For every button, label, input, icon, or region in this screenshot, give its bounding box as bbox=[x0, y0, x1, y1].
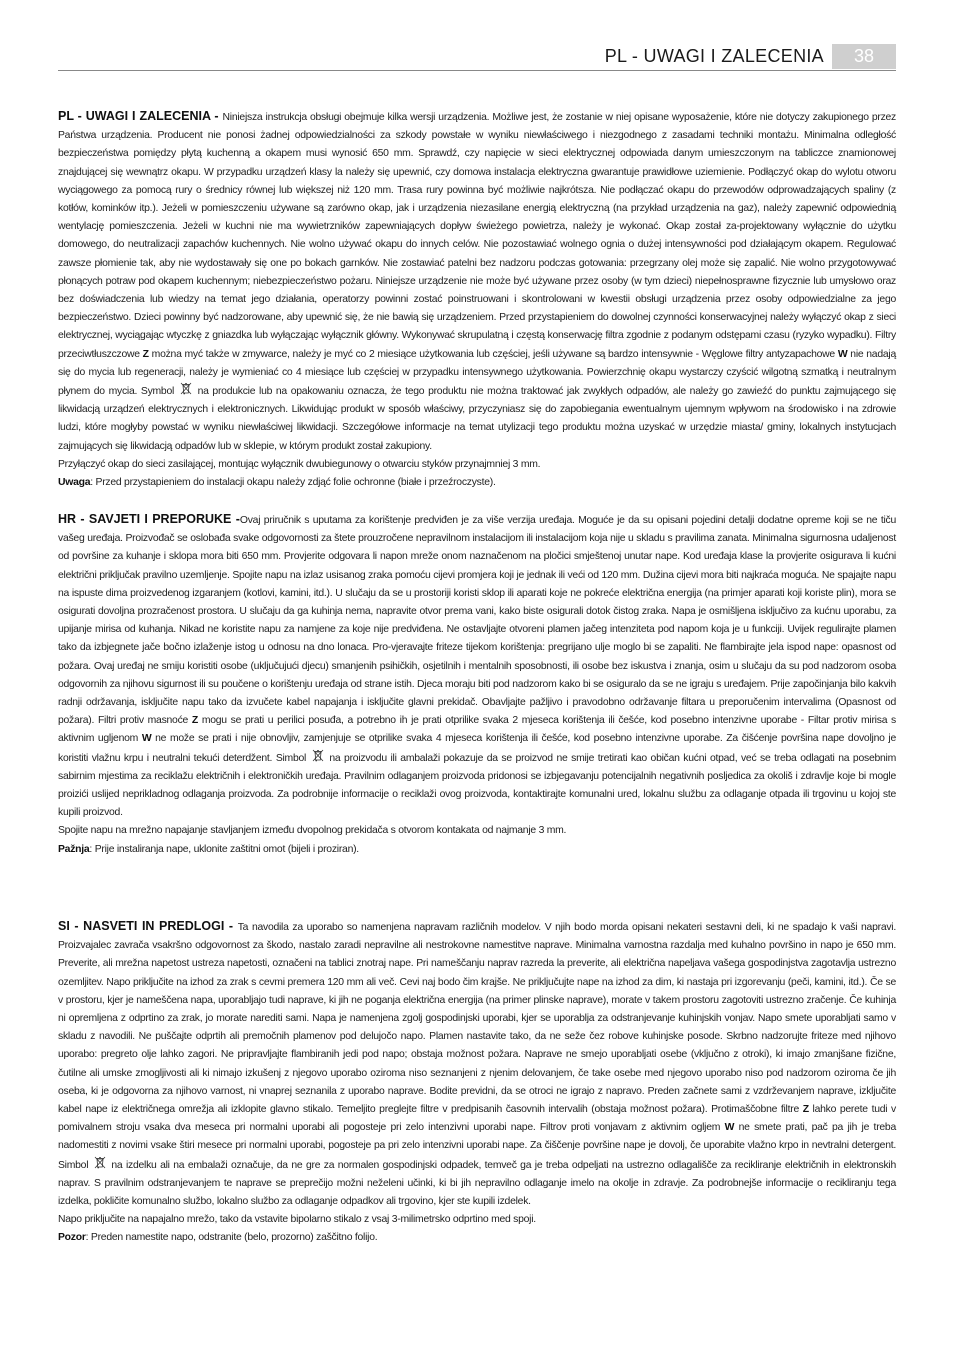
section-si-paragraph bbox=[58, 917, 896, 1211]
section-hr-heading: HR - SAVJETI I PREPORUKE - bbox=[58, 512, 240, 526]
crossed-out-wheelie-bin-icon bbox=[180, 382, 192, 395]
section-si-connection: Napo priključite na napajalno mrežo, tako da vstavite bipolarno stikalo z vsaj 3-milimetrsko odprtino med spoji. bbox=[58, 1214, 536, 1226]
section-hr-note-text: : Prije instaliranja nape, uklonite zaštitni omot (bijeli i proziran). bbox=[89, 843, 359, 855]
section-hr-connection: Spojite napu na mrežno napajanje stavljanjem između dvopolnog prekidača s otvorom kontakata od najmanje 3 mm. bbox=[58, 825, 567, 837]
section-pl bbox=[58, 107, 896, 492]
section-pl-note-label: Uwaga bbox=[58, 477, 91, 489]
section-pl-note bbox=[58, 474, 896, 492]
section-si-body-b: lahko perete tudi v pomivalnem stroju vsaka dva meseca pri normalni uporabi ali pogosteje pri zelo intenzivni uporabi nape. Filtrov proti vonjavam z aktivnim ogljem bbox=[58, 1104, 896, 1134]
filter-w-label: W bbox=[141, 733, 152, 745]
section-hr-body-c: ne može se prati i nije obnovljiv, zamjenjuje se otprilike svaka 4 mjeseca korištenja ili češće, kod posebno intenzivne uporabe. Za čišćenje površina nape dovoljno je koristiti vlažnu krpu i neutralni tekući deterdžent. Simbol bbox=[58, 733, 896, 764]
section-hr-body-a: Ovaj priručnik s uputama za korištenje predviđen je za više verzija uređaja. Moguće je da su opisani pojedini detalji dodatne opreme koji se ne tiču vašeg uređaja. Proizvođač se oslobađa svake odgovornosti za štete prouzročene nepravilnom instalacijom ili instalacijom koja nije u skladu s pravilima zanata. Minimalna sigurnosna udaljenost od površine za kuhanje i sklopa mora biti 650 mm. Provjerite odgovara li napon mreže onom naznačenom na pločici smještenoj unutar nape. Kod uređaja klase la provjerite osigurava li kućni električni priključak pravilno uzemljenje. Spojite napu na izlaz usisanog zraka pomoću cijevi promjera koji je jednak ili veći od 120 mm. Dužina cijevi mora biti najkraća moguća. Ne spajajte napu na ispuste dima proizvedenog izgaranjem (kotlovi, kamini, itd.). U slučaju da se u prostoriji koristi sklop ili aparati koje ne pokreće električna energija (na primjer aparati koji koriste plin), mora se osigurati dovoljna prozračenost prostora. U slučaju da ga kuhinja nema, napravite otvor prema vani, kako biste osigurali dotok čistog zraka. Napa je osmišljena isključivo za kućnu uporabu, za upijanje mirisa od kuhanja. Nikad ne koristite napu za namjene za koje nije predviđena. Ne ostavljajte otvoreni plamen jačeg intenziteta pod napom koja je u funkciji. Uvijek regulirajte plamen tako da izbjegnete jače bočno izlaženje istog u odnosu na dno lonaca. Pro-vjeravajte friteze tijekom korištenja: pregrijano ulje moglo bi se zapaliti. Ne flambirajte jela ispod nape: opasnost od požara. Ovaj uređaj ne smiju koristiti osobe (uključujući djecu) smanjenih psihičkih, osjetilnih i mentalnih sposobnosti, ili osobe bez iskustva i znanja, osim u slučaju da su pod nadzorom osoba odgovornih za njihovu sigurnost ili su poučene o korištenju uređaja od strane istih. Djeca moraju biti pod nadzorom kako bi se osiguralo da se ne igraju s uređajem. Prije započinjanja bilo kakvih radnji održavanja, isključite napu tako da izvučete kabel napajanja i isključite glavni prekidač. Obavljajte pažljivo i pravodobno održavanje filtara u preporučenim intervalima (Opasnost od požara). Filtri protiv masnoće bbox=[58, 515, 896, 727]
section-pl-body-b: można myć także w zmywarce, należy je myć co 2 miesiące użytkowania lub częściej, jeśli używane są bardzo intensywnie - Węglowe filtry antyzapachowe bbox=[148, 348, 838, 360]
section-pl-body-d: na produkcie lub na opakowaniu oznacza, że tego produktu nie można traktować jak zwykłych odpadów, ale należy go zawieźć do punktu zajmującego się likwidacją urządzeń elektrycznych i elektronicznych. Likwidując produkt w sposób właściwy, przyczyniasz się do zapobiegania ewentualnym ujemnym wpływom na środowisko i na zdrowie ludzi, które mogłyby powstać w wyniku niewłaściwej likwidacji. Szczegółowe informacje na temat utylizacji tego produktu można uzyskać w urzędzie miasta/ gminy, lokalnych instytucjach zajmujących się likwidacją odpadów lub w sklepie, w którym produkt został zakupiony. bbox=[58, 386, 896, 452]
section-hr-note bbox=[58, 841, 896, 859]
filter-w-label: W bbox=[724, 1122, 735, 1134]
section-hr-body-d: na proizvodu ili ambalaži pokazuje da se proizvod ne smije tretirati kao običan kućni otpad, već se treba odlagati na posebnim sabirnim mjestima za reciklažu električnih i elektroničkih uređaja. Pravilnim odlaganjem proizvoda pridonosi se izbjegavanju potencijalnih negativnih posljedica za okoliš i zdravlje koje bi mogle proizići uslijed neprikladnog odlaganja proizvoda. Za podrobnije informacije o reciklaži ovog proizvoda, kontaktirajte komunalni ured, lokalnu službu za odlaganje otpada ili trgovinu u kojoj ste kupili proizvod. bbox=[58, 752, 896, 819]
section-hr-note-label: Pažnja bbox=[58, 843, 90, 855]
section-si-heading: SI - NASVETI IN PREDLOGI - bbox=[58, 919, 238, 933]
page-header bbox=[0, 44, 954, 70]
section-hr-paragraph bbox=[58, 510, 896, 822]
section-pl-note-text: : Przed przystapieniem do instalacji okapu należy zdjąć folie ochronne (białe i przeźroczyste). bbox=[90, 477, 496, 489]
section-hr-body-b: mogu se prati u perilici posuđa, a potrebno ih je prati otprilike svaka 2 mjeseca korištenja ili češće, kod posebno intenzivne uporabe - Filtar protiv mirisa s aktivnim ugljenom bbox=[58, 715, 896, 745]
section-si bbox=[58, 917, 896, 1248]
filter-z-label: Z bbox=[142, 348, 149, 360]
crossed-out-wheelie-bin-icon bbox=[312, 749, 324, 762]
section-pl-connection: Przyłączyć okap do sieci zasilającej, montując wyłącznik dwubiegunowy o otwarciu styków przynajmniej 3 mm. bbox=[58, 458, 541, 470]
section-si-body-a: Ta navodila za uporabo so namenjena napravam različnih modelov. V njih bodo morda opisani nekateri sestavni deli, ki ne spadajo k vaši napravi. Proizvajalec zavrača vsakršno odgovornost za škodo, nastalo zaradi nepravilne ali nestrokovne namestitve naprave. Minimalna varnostna razdalja med kuhalno površino in napo je 650 mm. Preverite, ali mrežna napetost ustreza napetosti, označeni na tablici znotraj nape. Pri nameščanju naprav razreda la preverite, ali električna napeljava vašega gospodinjstva zagotavlja ustrezno ozemljitev. Napo priključite na izhod za zrak s cevmi premera 120 mm ali več. Cevi naj bodo čim krajše. Ne priključujte nape na izhod za dim, ki nastaja pri izgorevanju (peči, kamini, itd.). Če se v prostoru, kjer je nameščena napa, uporabljajo tudi naprave, ki jih ne poganja električna energija (na primer plinske naprave), morate v takem prostoru zagotoviti ustrezno zračenje. Če kuhinja ni opremljena z odprtino za zrak, jo morate narediti sami. Napa je namenjena zgolj gospodinjski uporabi, kjer se uporablja za odstranjevanje kuhinjskih vonjav. Napo smete uporabljati samo v skladu z navodili. Ne puščajte odprtih ali premočnih plamenov pod delujočo napo. Plamen nastavite tako, da ne seže čez robove kuhinjske posode. Skrbno nadzorujte friteze med njihovo uporabo: pregreto olje lahko zagori. Ne pripravljajte flambiranih jedi pod napo; obstaja možnost požara. Naprave ne smejo uporabljati osebe (vključno z otroki), ki imajo zmanjšane fizične, čutilne ali umske zmogljivosti ali ki nimajo izkušenj z njegovo uporabo oziroma niso seznanjeni z njenim delovanjem, če take osebe med njegovo uporabo niso pod nadzorom oziroma če jih oseba, ki je odgovorna za njihovo varnost, ni vnaprej seznanila z uporabo naprave. Bodite previdni, da se otroci ne igrajo z napravo. Preden začnete sami z vzdrževanjem naprave, izključite kabel nape iz električnega omrežja ali izklopite glavno stikalo. Temeljito preglejte filtre v predpisanih časovnih intervalih (obstaja možnost požara). Protimaščobne filtre bbox=[58, 922, 896, 1116]
filter-z-label: Z bbox=[191, 715, 198, 727]
section-pl-paragraph bbox=[58, 107, 896, 456]
section-si-body-c: ne smete prati, pač pa jih je treba nadomestiti z novimi vsake štiri mesece pri normalni uporabi, pogosteje pa pri zelo intenzivni uporabi nape. Za čiščenje površine nape je dovolj, če uporabite vlažno krpo in nevtralni detergent. Simbol bbox=[58, 1122, 896, 1171]
filter-z-label: Z bbox=[802, 1104, 809, 1116]
section-hr bbox=[58, 510, 896, 859]
section-pl-heading: PL - UWAGI I ZALECENIA - bbox=[58, 109, 223, 123]
section-si-note-label: Pozor bbox=[58, 1232, 86, 1244]
section-pl-body-a: Niniejsza instrukcja obsługi obejmuje kilka wersji urządzenia. Możliwe jest, że zostanie w niej opisane wyposażenie, które nie dotyczy zakupionego przez Państwa urządzenia. Producent nie ponosi żadnej odpowiedzialności za szkody powstałe w wyniku niewłaściwego i niezgodnego z zasadami techniki montażu. Minimalna odległość bezpieczeństwa pomiędzy płytą kuchenną a okapem musi wynosić 650 mm. Sprawdź, czy napięcie w sieci elektrycznej odpowiada danym umieszczonym na tabliczce znamionowej znajdującej się wewnątrz okapu. W przypadku urządzeń klasy la należy się upewnić, czy domowa instalacja elektryczna gwarantuje prawidłowe uziemienie. Podłączyć okap do wylotu otworu wyciągowego za pomocą rury o średnicy równej lub większej niż 120 mm. Trasa rury powinna być możliwie najkrótsza. Nie podłączać okapu do przewodów odprowadzających spaliny (z kotłów, kominków itp.). Jeżeli w pomieszczeniu używane są zarówno okap, jak i urządzenia niezasilane energią elektryczną (na przykład urządzenia na gaz), należy zapewnić odpowiednią wentylację pomieszczenia. Jeżeli w kuchni nie ma wywietrzników zapewniających dopływ świeżego powietrza, należy je wykonać. Okap został za-projektowany wyłącznie do użytku domowego, do neutralizacji zapachów kuchennych. Nie wolno używać okapu do innych celów. Nie pozostawiać wolnego ognia o dużej intensywności pod działającym okapem. Regulować zawsze płomienie tak, aby nie wydostawały się one po bokach garnków. Nie zostawiać patelni bez nadzoru podczas gotowania: przegrzany olej może się zapalić. Nie wolno przygotowywać płonących potraw pod okapem kuchennym; niebezpieczeństwo pożaru. Niniejsze urządzenie nie może być używane przez osoby (w tym dzieci) niepełnosprawne fizycznie lub umysłowo oraz bez doświadczenia lub wiedzy na temat jego działania, operatorzy powinni zostać poinstruowani i skontrolowani w kwestii obsługi urządzenia przez osoby odpowiedzialne za jego bezpieczeństwo. Dzieci powinny być nadzorowane, aby upewnić się, że nie bawią się urządzeniem. Przed przystapieniem do dowolnej czynności konserwacyjnej należy wyłączyć okap z sieci elektrycznej, wyciągając wtyczkę z gniazdka lub wyłączając wyłącznik główny. Wykonywać skrupulatną i częstą konserwację filtra zgodnie z podanym odstępami czasu (ryzyko wypadku). Filtry przeciwtłuszczowe bbox=[58, 112, 896, 360]
page-number: 38 bbox=[832, 44, 896, 69]
section-si-note bbox=[58, 1229, 896, 1247]
filter-w-label: W bbox=[837, 348, 848, 360]
section-pl-body-c: nie nadają się do mycia lub regeneracji, należy je wymieniać co 4 miesiące lub częściej w przypadku intensywnego użytkowania. Powierzchnię okapu wystarczy czyścić wilgotną szmatką i neutralnym płynem do mycia. Symbol bbox=[58, 348, 896, 398]
header-divider bbox=[58, 70, 896, 71]
section-si-note-text: : Preden namestite napo, odstranite (belo, prozorno) zaščitno folijo. bbox=[85, 1232, 378, 1244]
header-title: PL - UWAGI I ZALECENIA bbox=[604, 46, 824, 66]
section-si-body-d: na izdelku ali na embalaži označuje, da ne gre za normalen gospodinjski odpadek, temveč ga je treba odpeljati na ustrezno odlagališče za recikliranje električnih in elektronskih naprav. S pravilnim odstranjevanjem te naprave se preprečijo možni neželeni učinki, ki bi jih nepravilno odlaganje imelo na okolje in zdravje. Za podrobnejše informacije o recikliranju tega izdelka, pokličite komunalno službo, lokalno službo za odlaganje odpadkov ali trgovino, kjer ste kupili izdelek. bbox=[58, 1159, 896, 1208]
crossed-out-wheelie-bin-icon bbox=[94, 1156, 106, 1169]
